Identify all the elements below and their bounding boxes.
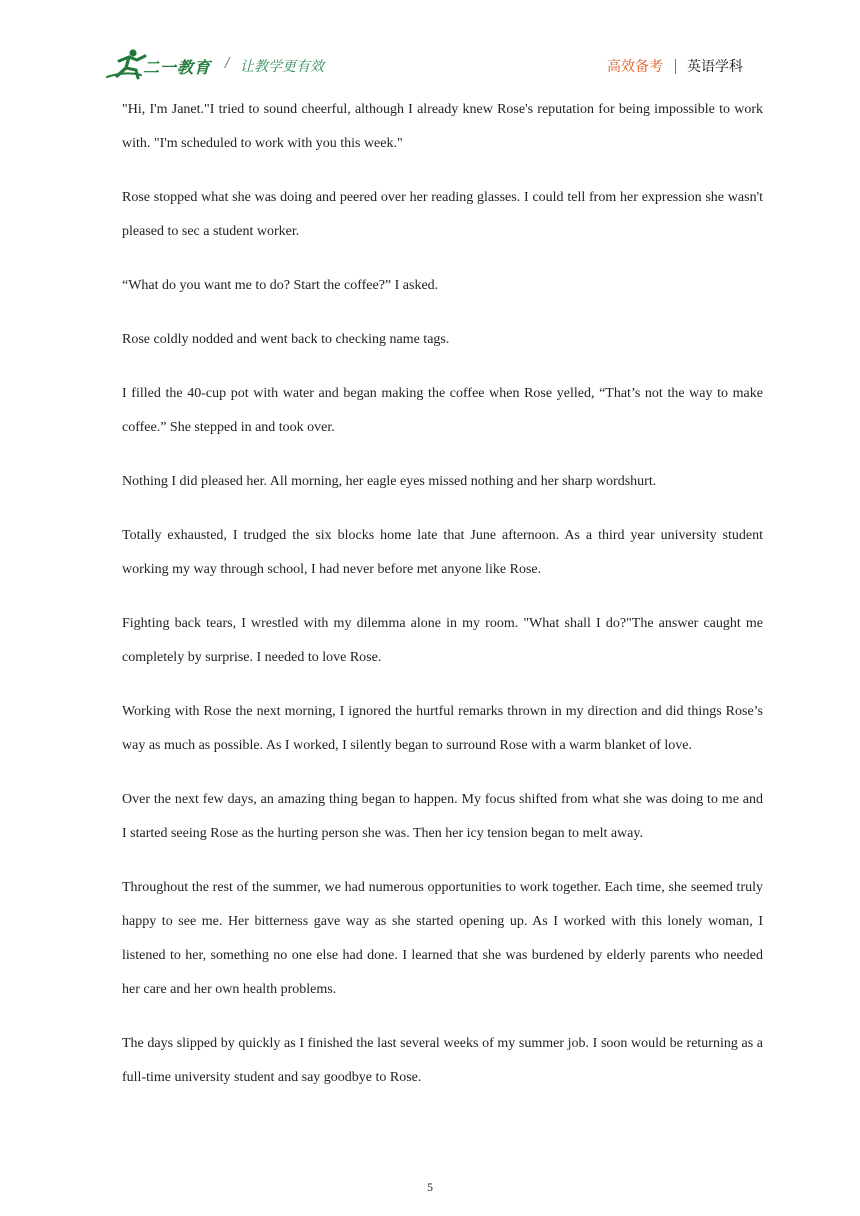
paragraph: "Hi, I'm Janet."I tried to sound cheerful, although I already knew Rose's reputation for being impossible to work with. "I'm scheduled to work with you this week." [122,102,763,151]
paragraph: Working with Rose the next morning, I ignored the hurtful remarks thrown in my direction and did things Rose’s way as much as possible. As I worked, I silently began to surround Rose with a warm blanket of love. [122,704,763,753]
paragraph: Rose stopped what she was doing and peered over her reading glasses. I could tell from her expression she wasn't pleased to sec a student worker. [122,190,763,239]
header-divider [675,59,676,74]
paragraph: Fighting back tears, I wrestled with my dilemma alone in my room. "What shall I do?"The answer caught me completely by surprise. I needed to love Rose. [122,616,763,665]
paragraph: I filled the 40-cup pot with water and began making the coffee when Rose yelled, “That’s not the way to make coffee.” She stepped in and took over. [122,386,763,435]
page-number: 5 [427,1180,433,1194]
header-slogan: 让教学更有效 [240,59,324,75]
paragraph: Totally exhausted, I trudged the six blocks home late that June afternoon. As a third year university student working my way through school, I had never before met anyone like Rose. [122,528,763,577]
paragraph: Rose coldly nodded and went back to checking name tags. [122,332,450,347]
paragraph: Over the next few days, an amazing thing began to happen. My focus shifted from what she was doing to me and I started seeing Rose as the hurting person she was. Then her icy tension began to melt away. [122,792,763,841]
exam-label: 高效备考 [607,59,663,75]
paragraph: Throughout the rest of the summer, we had numerous opportunities to work together. Each time, she seemed truly happy to see me. Her bitterness gave way as she started opening up. As I worked with this lonely woman, I listened to her, something no one else had done. I learned that she was burdened by elderly parents who needed her care and her own health problems. [122,880,763,997]
header-separator: / [225,56,230,71]
logo-text: 二一教育 [143,58,212,77]
paragraph: The days slipped by quickly as I finished the last several weeks of my summer job. I soon would be returning as a full-time university student and say goodbye to Rose. [122,1036,763,1085]
page-header [0,0,860,90]
header-right [607,56,743,76]
subject-label: 英语学科 [687,59,743,75]
paragraph: Nothing I did pleased her. All morning, her eagle eyes missed nothing and her sharp wordshurt. [122,474,657,489]
document-body [122,93,763,1115]
paragraph: “What do you want me to do? Start the coffee?” I asked. [122,278,439,293]
